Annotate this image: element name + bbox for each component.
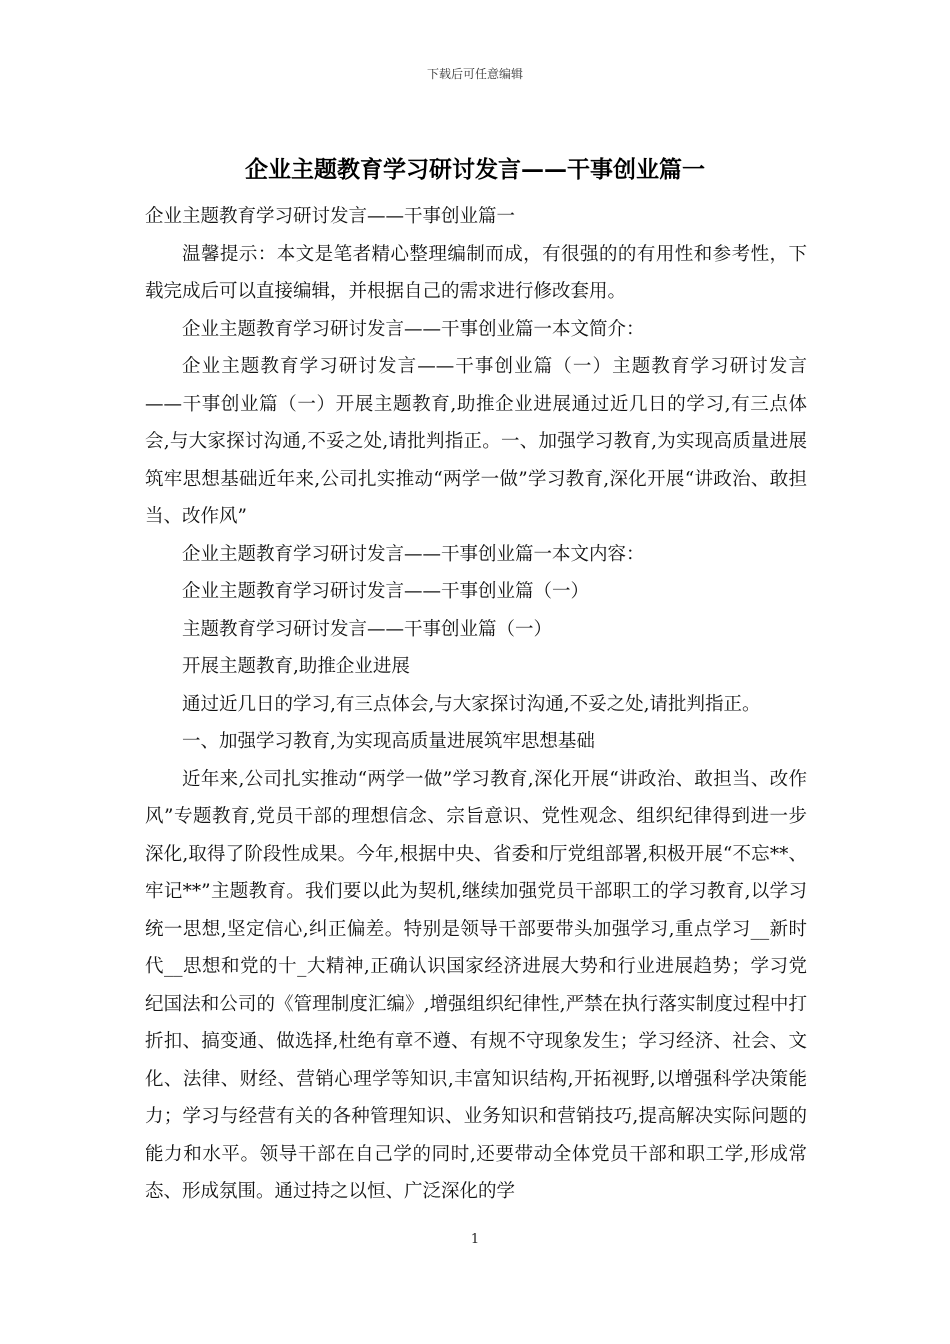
content-heading: 企业主题教育学习研讨发言——干事创业篇一本文内容：: [182, 543, 645, 565]
tip-paragraph: 温馨提示：本文是笔者精心整理编制而成，有很强的的有用性和参考性，下载完成后可以直接编辑，并根据自己的需求进行修改套用。: [145, 243, 807, 302]
intro-paragraph: 通过近几日的学习,有三点体会,与大家探讨沟通,不妥之处,请批判指正。: [182, 693, 761, 715]
summary-heading: 企业主题教育学习研讨发言——干事创业篇一本文简介：: [182, 318, 645, 340]
section-title: 企业主题教育学习研讨发言——干事创业篇（一）: [182, 581, 590, 602]
header-note: 下载后可任意编辑: [426, 67, 523, 81]
document-title: 企业主题教育学习研讨发言——干事创业篇一: [245, 156, 705, 183]
page-number: 1: [470, 1232, 480, 1247]
document-body: [145, 198, 807, 1211]
section-subtitle: 主题教育学习研讨发言——干事创业篇（一）: [182, 618, 553, 640]
summary-paragraph: 企业主题教育学习研讨发言——干事创业篇（一）主题教育学习研讨发言——干事创业篇（一）开展主题教育,助推企业进展通过近几日的学习,有三点体会,与大家探讨沟通,不妥之处,请批判指正。一、加强学习教育,为实现高质量进展筑牢思想基础近年来,公司扎实推动“两学一做”学习教育,深化开展“讲政治、敢担当、改作风”: [145, 356, 807, 527]
theme-line: 开展主题教育,助推企业进展: [182, 656, 410, 677]
subtitle-paragraph: 企业主题教育学习研讨发言——干事创业篇一: [145, 206, 516, 227]
point-one-heading: 一、加强学习教育,为实现高质量进展筑牢思想基础: [182, 731, 595, 752]
main-paragraph: 近年来,公司扎实推动“两学一做”学习教育,深化开展“讲政治、敢担当、改作风”专题教育,党员干部的理想信念、宗旨意识、党性观念、组织纪律得到进一步深化,取得了阶段性成果。今年,根据中央、省委和厅党组部署,积极开展“不忘**、牢记**”主题教育。我们要以此为契机,继续加强党员干部职工的学习教育,以学习统一思想,坚定信心,纠正偏差。特别是领导干部要带头加强学习,重点学习__新时代__思想和党的十_大精神,正确认识国家经济进展大势和行业进展趋势；学习党纪国法和公司的《管理制度汇编》,增强组织纪律性,严禁在执行落实制度过程中打折扣、搞变通、做选择,杜绝有章不遵、有规不守现象发生；学习经济、社会、文化、法律、财经、营销心理学等知识,丰富知识结构,开拓视野,以增强科学决策能力；学习与经营有关的各种管理知识、业务知识和营销技巧,提高解决实际问题的能力和水平。领导干部在自己学的同时,还要带动全体党员干部和职工学,形成常态、形成氛围。通过持之以恒、广泛深化的学: [145, 768, 807, 1202]
